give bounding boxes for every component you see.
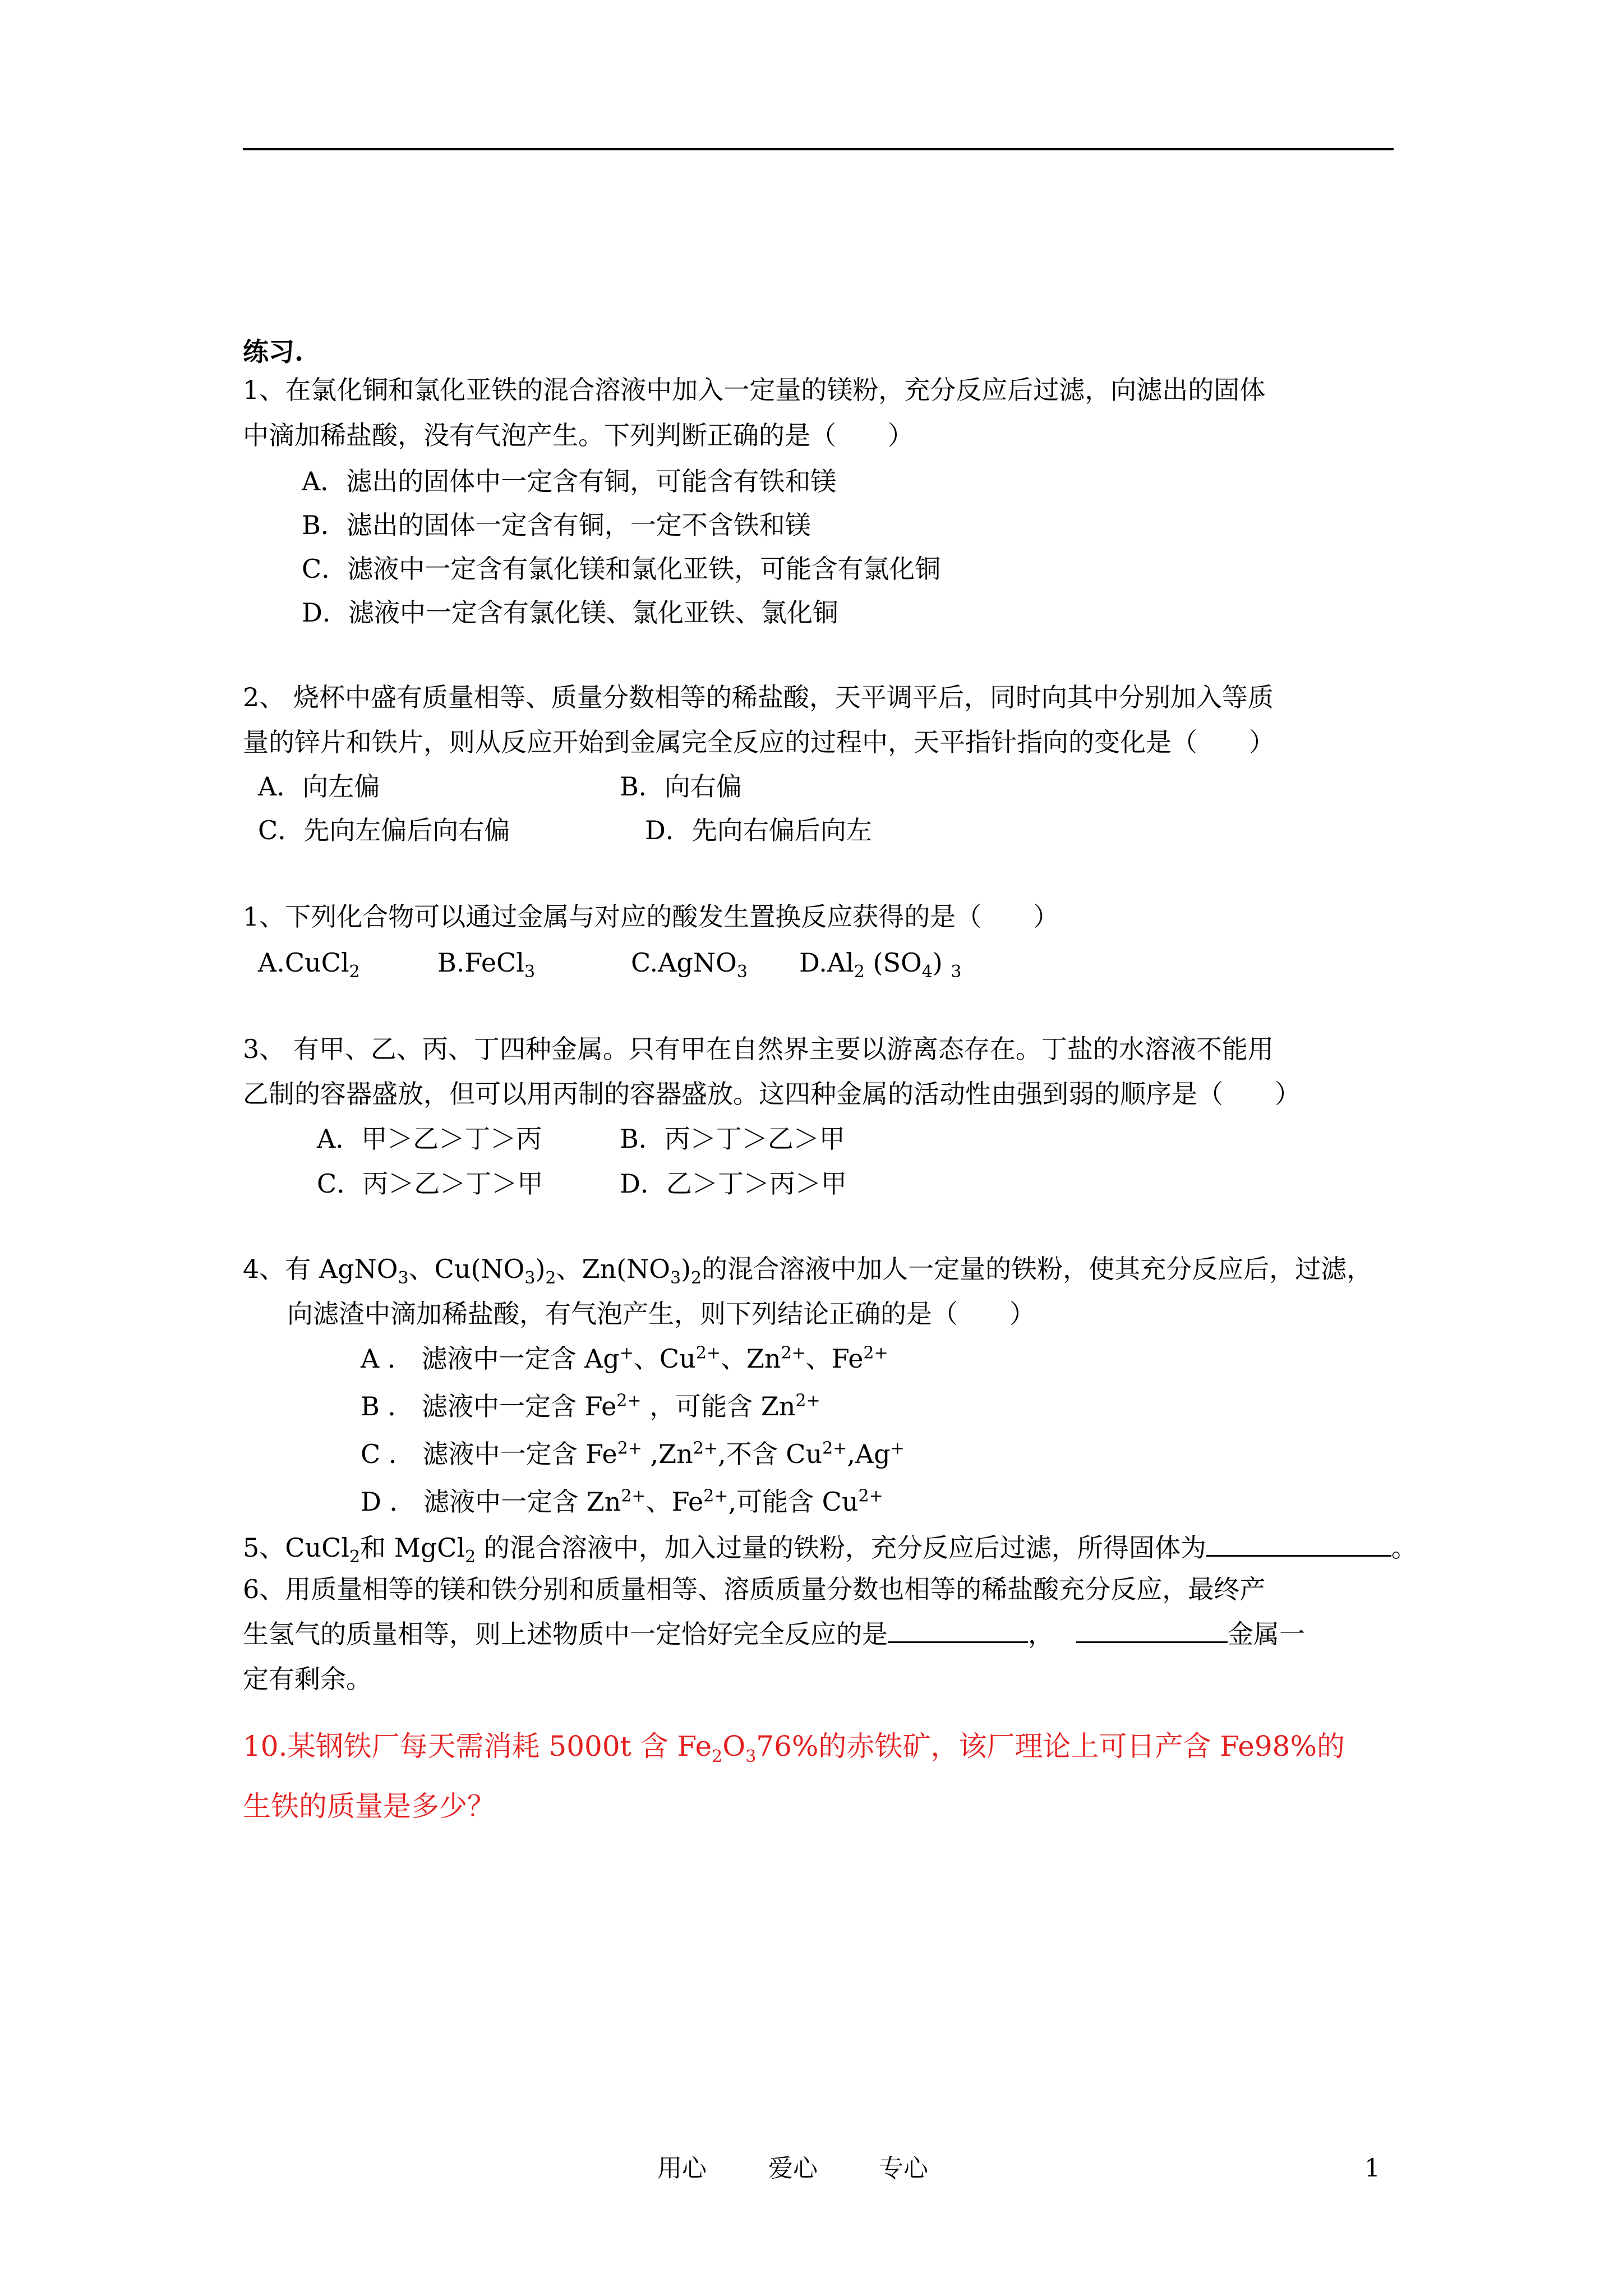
q4-stem-line1: 4、有 AgNO$_3$、$Cu(NO_3)_2$、$Zn(NO_3)_2$的混合溶液中加人一定量的铁粉，使其充分反应后，过滤，	[243, 1254, 1373, 1289]
footer-word-2: 爱心	[768, 2154, 818, 2183]
q1-stem-line1: 1、在氯化铜和氯化亚铁的混合溶液中加入一定量的镁粉，充分反应后过滤，向滤出的固体	[243, 375, 1266, 405]
q2-stem-line2: 量的锌片和铁片，则从反应开始到金属完全反应的过程中，天平指针指向的变化是（ ）	[243, 727, 1275, 757]
q4-option-c: C ． 滤液中一定含 $Fe^{2+}$ $,Zn^{2+}$,不含 $Cu^{2+},Ag^+$	[361, 1438, 905, 1469]
q1b-option-a: A.CuCl$_2$	[258, 947, 360, 982]
footer-word-3: 专心	[879, 2154, 928, 2183]
q4-option-b: B ． 滤液中一定含 $Fe^{2+}$ ，可能含 $Zn^{2+}$	[361, 1391, 820, 1421]
q4-option-a: A ． 滤液中一定含 Ag+、$Cu^{2+}$、$Zn^{2+}$、$Fe^{2+}$	[361, 1343, 888, 1374]
q1b-option-c: C.AgNO$_3$	[631, 947, 748, 982]
q2-option-a: A．向左偏	[258, 771, 380, 802]
q1b-stem: 1、下列化合物可以通过金属与对应的酸发生置换反应获得的是（ ）	[243, 901, 1059, 932]
q1-option-b: B．滤出的固体一定含有铜，一定不含铁和镁	[302, 510, 811, 540]
q3-option-c: C．丙＞乙＞丁＞甲	[317, 1168, 543, 1199]
q1b-option-d: $D.Al_2$ $(SO_4)$ $_3$	[799, 947, 962, 982]
q1-stem-line2: 中滴加稀盐酸，没有气泡产生。下列判断正确的是（ ）	[243, 420, 914, 450]
q4-option-d: D ． 滤液中一定含 $Zn^{2+}$、$Fe^{2+}$,可能含 $Cu^{2+}$	[361, 1486, 883, 1517]
q3-option-b: B．丙＞丁＞乙＞甲	[620, 1124, 845, 1154]
q3-stem-line1: 3、 有甲、乙、丙、丁四种金属。只有甲在自然界主要以游离态存在。丁盐的水溶液不能用	[243, 1034, 1274, 1064]
q6-line1: 6、用质量相等的镁和铁分别和质量相等、溶质质量分数也相等的稀盐酸充分反应，最终产	[243, 1574, 1266, 1604]
q3-option-a: A．甲＞乙＞丁＞丙	[317, 1124, 542, 1154]
page-number: 1	[1364, 2154, 1380, 2183]
footer-word-1: 用心	[657, 2154, 707, 2183]
q1-option-d: D．滤液中一定含有氯化镁、氯化亚铁、氯化铜	[302, 597, 838, 628]
q6-answer-blank-1[interactable]	[888, 1617, 1028, 1643]
q6-line3: 定有剩余。	[243, 1664, 372, 1694]
q10-line1: 10.某钢铁厂每天需消耗 5000t 含 $Fe_2O_376\%$的赤铁矿，该厂理论上可日产含 Fe98%的	[243, 1730, 1345, 1766]
q5-answer-blank[interactable]	[1206, 1530, 1391, 1557]
q2-option-b: B．向右偏	[620, 771, 742, 802]
q2-stem-line1: 2、 烧杯中盛有质量相等、质量分数相等的稀盐酸，天平调平后，同时向其中分别加入等质	[243, 682, 1274, 712]
q3-option-d: D．乙＞丁＞丙＞甲	[620, 1168, 847, 1199]
q4-stem-line2: 向滤渣中滴加稀盐酸，有气泡产生，则下列结论正确的是（ ）	[287, 1299, 1035, 1329]
q1-option-a: A．滤出的固体中一定含有铜，可能含有铁和镁	[302, 466, 837, 496]
q1-option-c: C．滤液中一定含有氯化镁和氯化亚铁，可能含有氯化铜	[302, 554, 941, 584]
q1b-option-b: B.FeCl$_3$	[437, 947, 536, 982]
q5-line: 5、CuCl$_2$和 MgCl$_2$ 的混合溶液中，加入过量的铁粉，充分反应后过滤，所得固体为 。	[243, 1530, 1417, 1565]
q6-line2: 生氢气的质量相等，则上述物质中一定恰好完全反应的是 ， 金属一	[243, 1617, 1305, 1651]
q6-answer-blank-2[interactable]	[1076, 1617, 1228, 1643]
q2-option-d: D．先向右偏后向左	[645, 815, 872, 845]
q2-option-c: C．先向左偏后向右偏	[258, 815, 510, 845]
header-rule	[243, 148, 1394, 150]
section-heading: 练习.	[243, 337, 304, 367]
q3-stem-line2: 乙制的容器盛放，但可以用丙制的容器盛放。这四种金属的活动性由强到弱的顺序是（ ）	[243, 1079, 1301, 1109]
q10-line2: 生铁的质量是多少？	[243, 1790, 495, 1823]
